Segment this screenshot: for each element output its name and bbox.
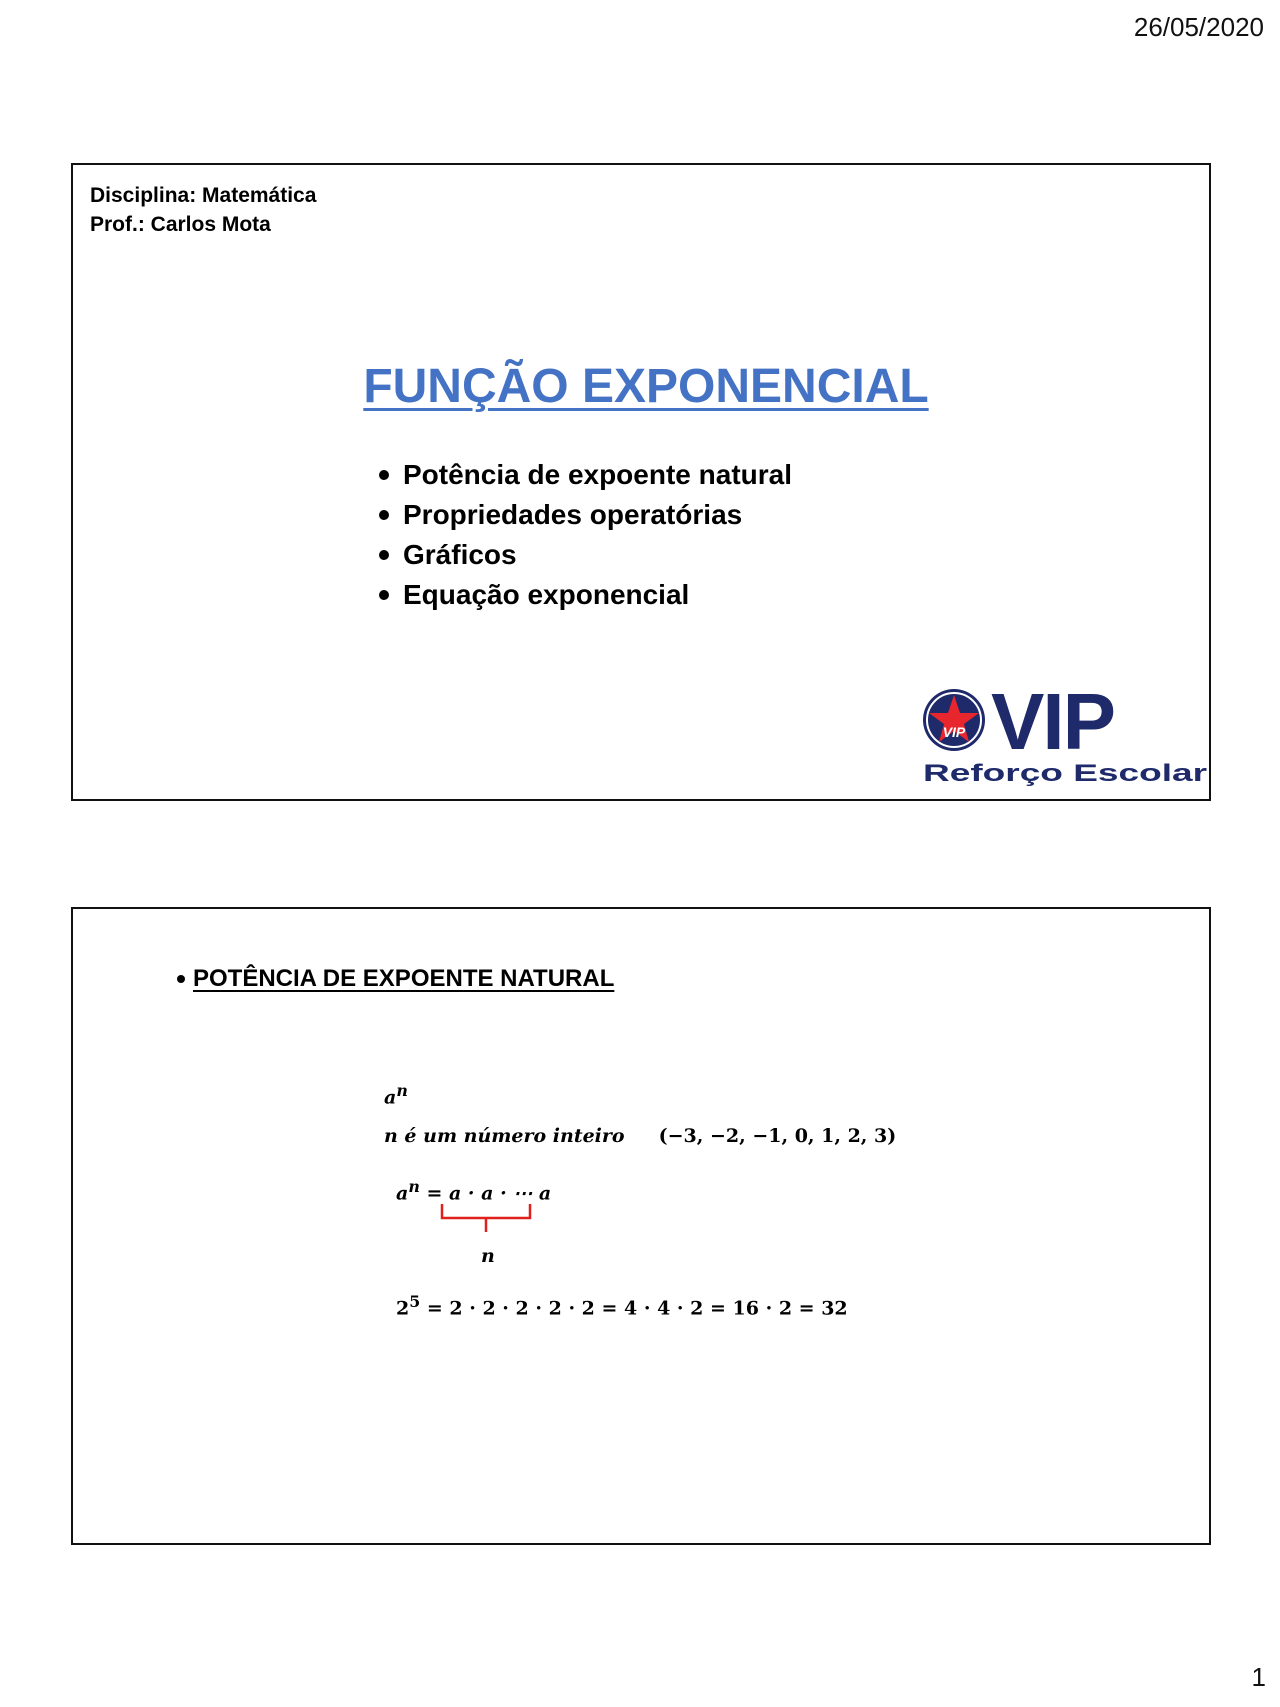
underbrace-icon: [439, 1202, 533, 1242]
power-definition: $a^n = a \cdot a$ · ⋯ a: [396, 1177, 552, 1205]
page-title: FUNÇÃO EXPONENCIAL: [363, 360, 929, 413]
bullet-icon: [379, 550, 389, 560]
topic-item: Propriedades operatórias: [379, 495, 792, 535]
slide-title: [71, 163, 1211, 801]
brace-count-label: n: [481, 1245, 495, 1267]
topic-item: Potência de expoente natural: [379, 455, 792, 495]
bullet-icon: [177, 975, 185, 983]
slide-natural-exponent: [71, 907, 1211, 1545]
bullet-icon: [379, 590, 389, 600]
topic-list: [379, 455, 792, 615]
star-badge-icon: [923, 689, 985, 751]
logo-tagline-text: Reforço Escolar: [923, 760, 1207, 787]
bullet-icon: [379, 510, 389, 520]
course-info: [90, 181, 316, 239]
bullet-icon: [379, 470, 389, 480]
vip-logo: [921, 685, 1211, 795]
logo-brand-text: VIP: [991, 685, 1114, 766]
topic-item: Equação exponencial: [379, 575, 792, 615]
professor-label: Prof.: Carlos Mota: [90, 213, 271, 236]
discipline-label: Disciplina: Matemática: [90, 184, 317, 207]
power-example: $2^5 = 2 \cdot 2 \cdot 2 \cdot 2 \cdot 2 = 4 \cdot 4 \cdot 2 = 16 \cdot 2 = 32$: [396, 1292, 848, 1320]
power-notation: $a^n$: [384, 1081, 408, 1109]
print-date: 26/05/2020: [1133, 12, 1264, 42]
section-title: POTÊNCIA DE EXPOENTE NATURAL: [177, 965, 614, 993]
exponent-statement: n é um número inteiro (−3, −2, −1, 0, 1, 2, 3): [384, 1125, 897, 1147]
page-number: 1: [1251, 1662, 1266, 1692]
svg-text:VIP: VIP: [942, 724, 966, 740]
topic-item: Gráficos: [379, 535, 792, 575]
